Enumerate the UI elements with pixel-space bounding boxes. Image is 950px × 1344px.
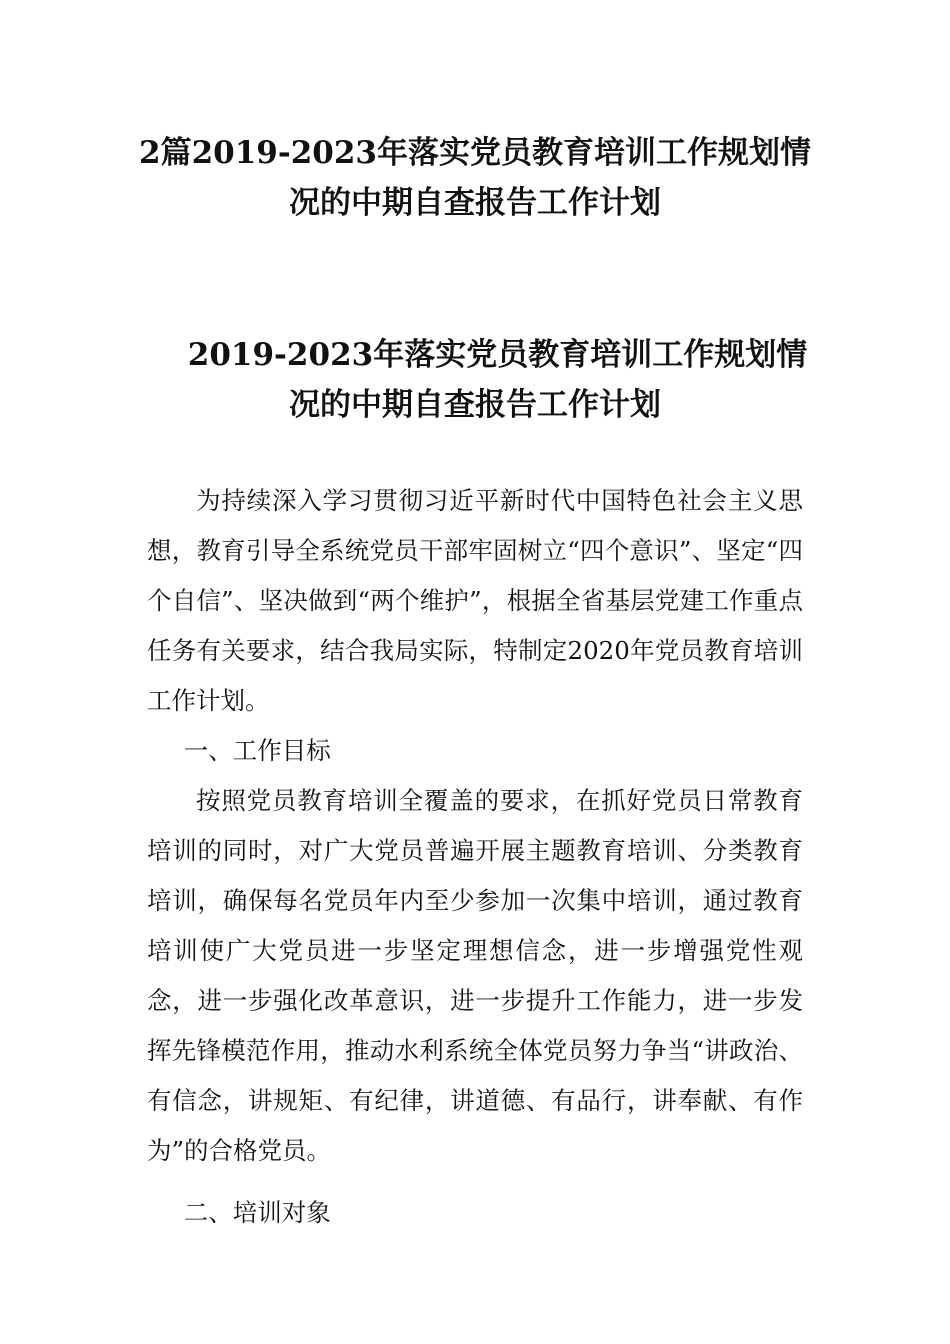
document-body: [147, 476, 803, 1238]
document-title-line-1: 2篇2019-2023年落实党员教育培训工作规划情: [139, 135, 811, 171]
section-heading-trainees: 二、培训对象: [183, 1198, 331, 1227]
document-subtitle-line-1: 2019-2023年落实党员教育培训工作规划情: [187, 337, 808, 373]
goals-paragraph: 按照党员教育培训全覆盖的要求，在抓好党员日常教育培训的同时，对广大党员普遍开展主题教育培训、分类教育培训，确保每名党员年内至少参加一次集中培训，通过教育培训使广大党员进一步坚定理想信念，进一步增强党性观念，进一步强化改革意识，进一步提升工作能力，进一步发挥先锋模范作用，推动水利系统全体党员努力争当“讲政治、有信念，讲规矩、有纪律，讲道德、有品行，讲奉献、有作为”的合格党员。: [147, 786, 803, 1165]
section-heading-goals: 一、工作目标: [183, 736, 331, 765]
intro-paragraph: 为持续深入学习贯彻习近平新时代中国特色社会主义思想，教育引导全系统党员干部牢固树立“四个意识”、坚定“四个自信”、坚决做到“两个维护”，根据全省基层党建工作重点任务有关要求，结合我局实际，特制定2020年党员教育培训工作计划。: [147, 486, 803, 715]
document-subtitle: [0, 330, 950, 430]
document-title-line-2: 况的中期自查报告工作计划: [289, 185, 661, 221]
document-subtitle-line-2: 况的中期自查报告工作计划: [289, 387, 661, 423]
document-title: [0, 128, 950, 228]
paragraph-spacer: [147, 1176, 803, 1188]
